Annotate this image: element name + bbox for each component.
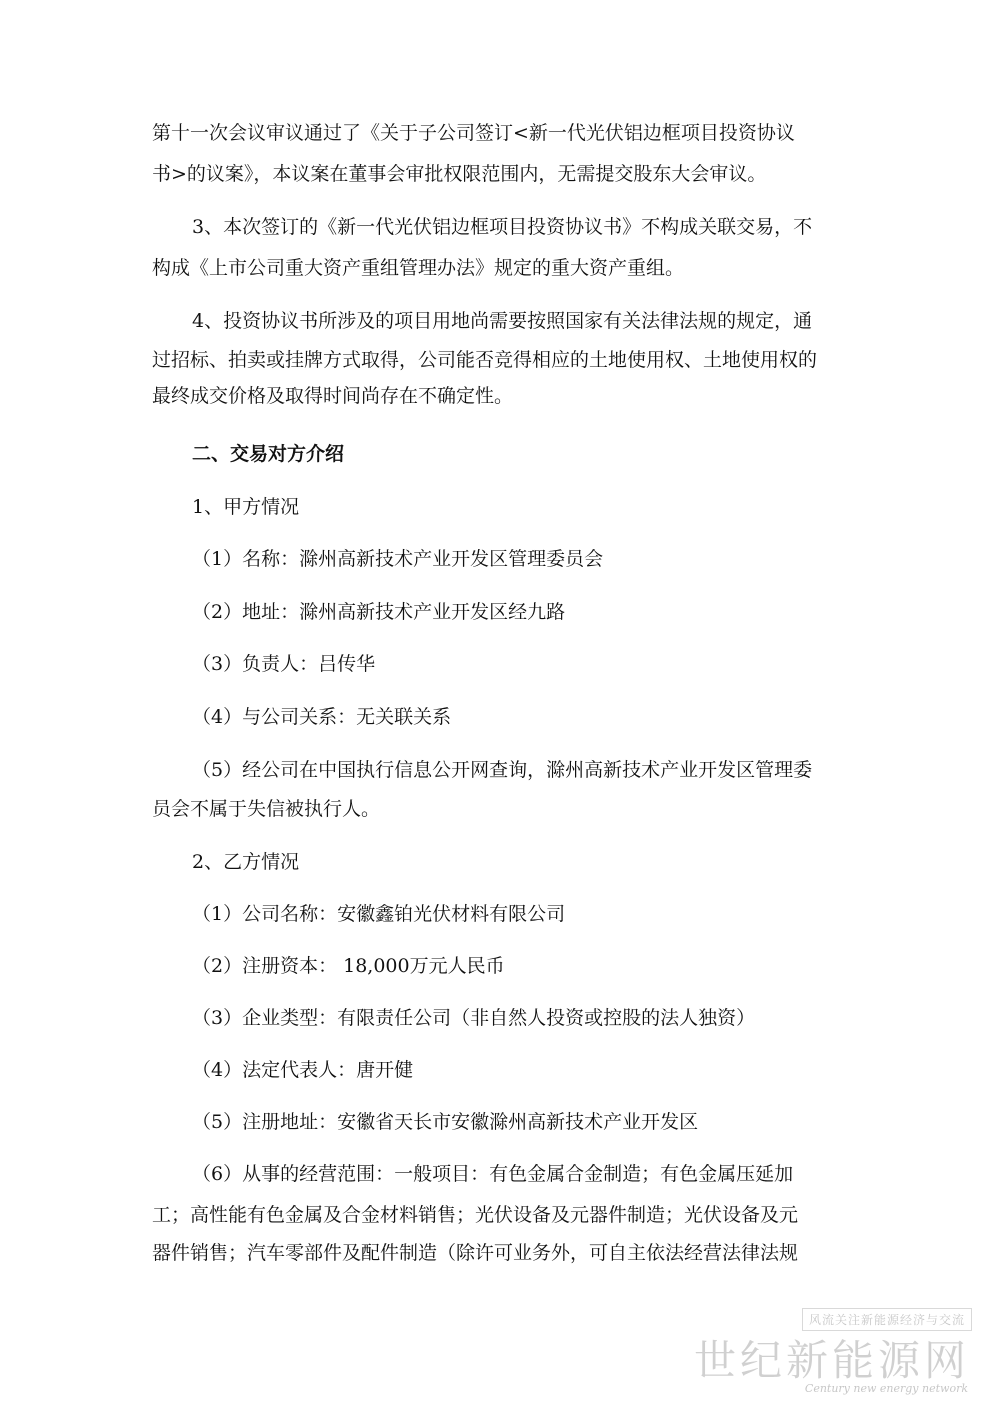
party-b-scope: 工；高性能有色金属及合金材料销售；光伏设备及元器件制造；光伏设备及元 [152, 1204, 799, 1226]
party-b-address: （5）注册地址：安徽省天长市安徽滁州高新技术产业开发区 [192, 1111, 699, 1133]
watermark-english: Century new energy network [804, 1382, 968, 1395]
party-b-scope: （6）从事的经营范围：一般项目：有色金属合金制造；有色金属压延加 [192, 1163, 794, 1185]
party-a-credit: 员会不属于失信被执行人。 [152, 798, 381, 820]
party-b-capital: （2）注册资本： 18,000万元人民币 [192, 955, 505, 977]
party-b-rep: （4）法定代表人：唐开健 [192, 1059, 414, 1081]
party-b-name: （1）公司名称：安徽鑫铂光伏材料有限公司 [192, 903, 566, 925]
party-a-name: （1）名称：滁州高新技术产业开发区管理委员会 [192, 548, 604, 570]
watermark-tagline: 风流关注新能源经济与交流 [802, 1308, 972, 1331]
party-a-credit: （5）经公司在中国执行信息公开网查询，滁州高新技术产业开发区管理委 [192, 759, 813, 781]
watermark-name: 世纪新能源网 [693, 1336, 970, 1385]
paragraph-line: 过招标、拍卖或挂牌方式取得，公司能否竞得相应的土地使用权、土地使用权的 [152, 349, 818, 371]
party-b-scope: 器件销售；汽车零部件及配件制造（除许可业务外，可自主依法经营法律法规 [152, 1242, 799, 1264]
section-heading: 二、交易对方介绍 [192, 443, 345, 465]
party-b-type: （3）企业类型：有限责任公司（非自然人投资或控股的法人独资） [192, 1007, 756, 1029]
paragraph-line: 最终成交价格及取得时间尚存在不确定性。 [152, 385, 514, 407]
paragraph-line: 第十一次会议审议通过了《关于子公司签订<新一代光伏铝边框项目投资协议 [152, 122, 795, 144]
party-a-address: （2）地址：滁州高新技术产业开发区经九路 [192, 601, 566, 623]
paragraph-line: 书>的议案》，本议案在董事会审批权限范围内，无需提交股东大会审议。 [152, 163, 767, 185]
party-a-relation: （4）与公司关系：无关联关系 [192, 706, 452, 728]
party-a-title: 1、甲方情况 [192, 496, 300, 518]
party-b-title: 2、乙方情况 [192, 851, 300, 873]
paragraph-line: 4、投资协议书所涉及的项目用地尚需要按照国家有关法律法规的规定，通 [192, 310, 813, 332]
watermark [693, 1308, 982, 1400]
paragraph-line: 构成《上市公司重大资产重组管理办法》规定的重大资产重组。 [152, 257, 685, 279]
party-a-person: （3）负责人：吕传华 [192, 653, 376, 675]
paragraph-line: 3、本次签订的《新一代光伏铝边框项目投资协议书》不构成关联交易，不 [192, 216, 813, 238]
